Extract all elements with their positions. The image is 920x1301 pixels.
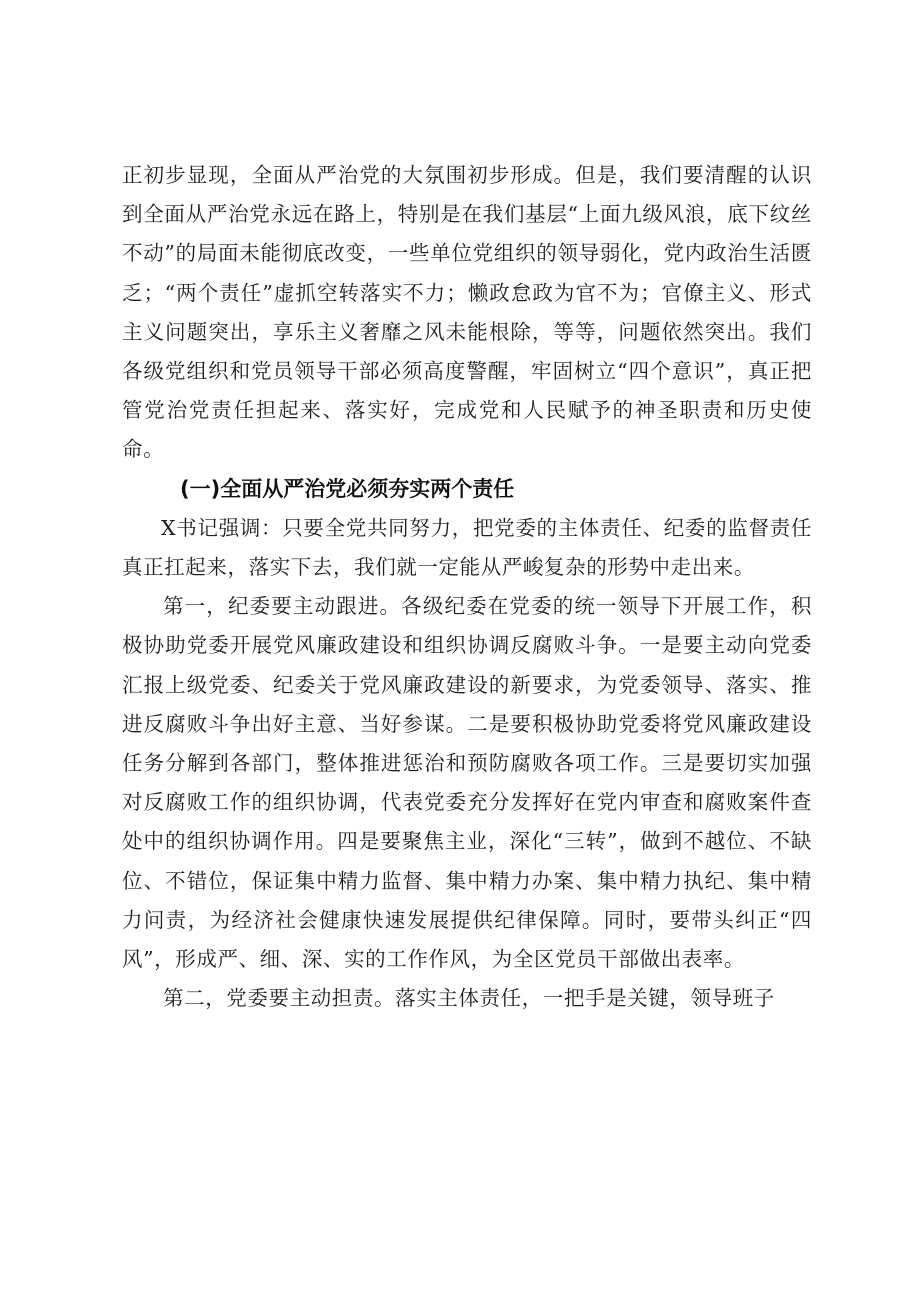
paragraph-continuation: 正初步显现，全面从严治党的大氛围初步形成。但是，我们要清醒的认识到全面从严治党永远在路上，特别是在我们基层“上面九级风浪，底下纹丝不动”的局面未能彻底改变，一些单位党组织的领导弱化，党内政治生活匮乏；“两个责任”虚抓空转落实不力；懒政怠政为官不为；官僚主义、形式主义问题突出，享乐主义奢靡之风未能根除，等等，问题依然突出。我们各级党组织和党员领导干部必须高度警醒，牢固树立“四个意识”，真正把管党治党责任担起来、落实好，完成党和人民赋予的神圣职责和历史使命。 [122,163,812,462]
document-body [122,156,812,1018]
paragraph-secretary-emphasis: X书记强调：只要全党共同努力，把党委的主体责任、纪委的监督责任真正扛起来，落实下去，我们就一定能从严峻复杂的形势中走出来。 [122,515,812,580]
paragraph-first-point: 第一，纪委要主动跟进。各级纪委在党委的统一领导下开展工作，积极协助党委开展党风廉政建设和组织协调反腐败斗争。一是要主动向党委汇报上级党委、纪委关于党风廉政建设的新要求，为党委领导、落实、推进反腐败斗争出好主意、当好参谋。二是要积极协助党委将党风廉政建设任务分解到各部门，整体推进惩治和预防腐败各项工作。三是要切实加强对反腐败工作的组织协调，代表党委充分发挥好在党内审查和腐败案件查处中的组织协调作用。四是要聚焦主业，深化“三转”，做到不越位、不缺位、不错位，保证集中精力监督、集中精力办案、集中精力执纪、集中精力问责，为经济社会健康快速发展提供纪律保障。同时，要带头纠正“四风”，形成严、细、深、实的工作作风，为全区党员干部做出表率。 [122,594,812,972]
section-heading: (一)全面从严治党必须夯实两个责任 [180,476,515,501]
paragraph-second-point: 第二，党委要主动担责。落实主体责任，一把手是关键，领导班子 [163,986,775,1011]
